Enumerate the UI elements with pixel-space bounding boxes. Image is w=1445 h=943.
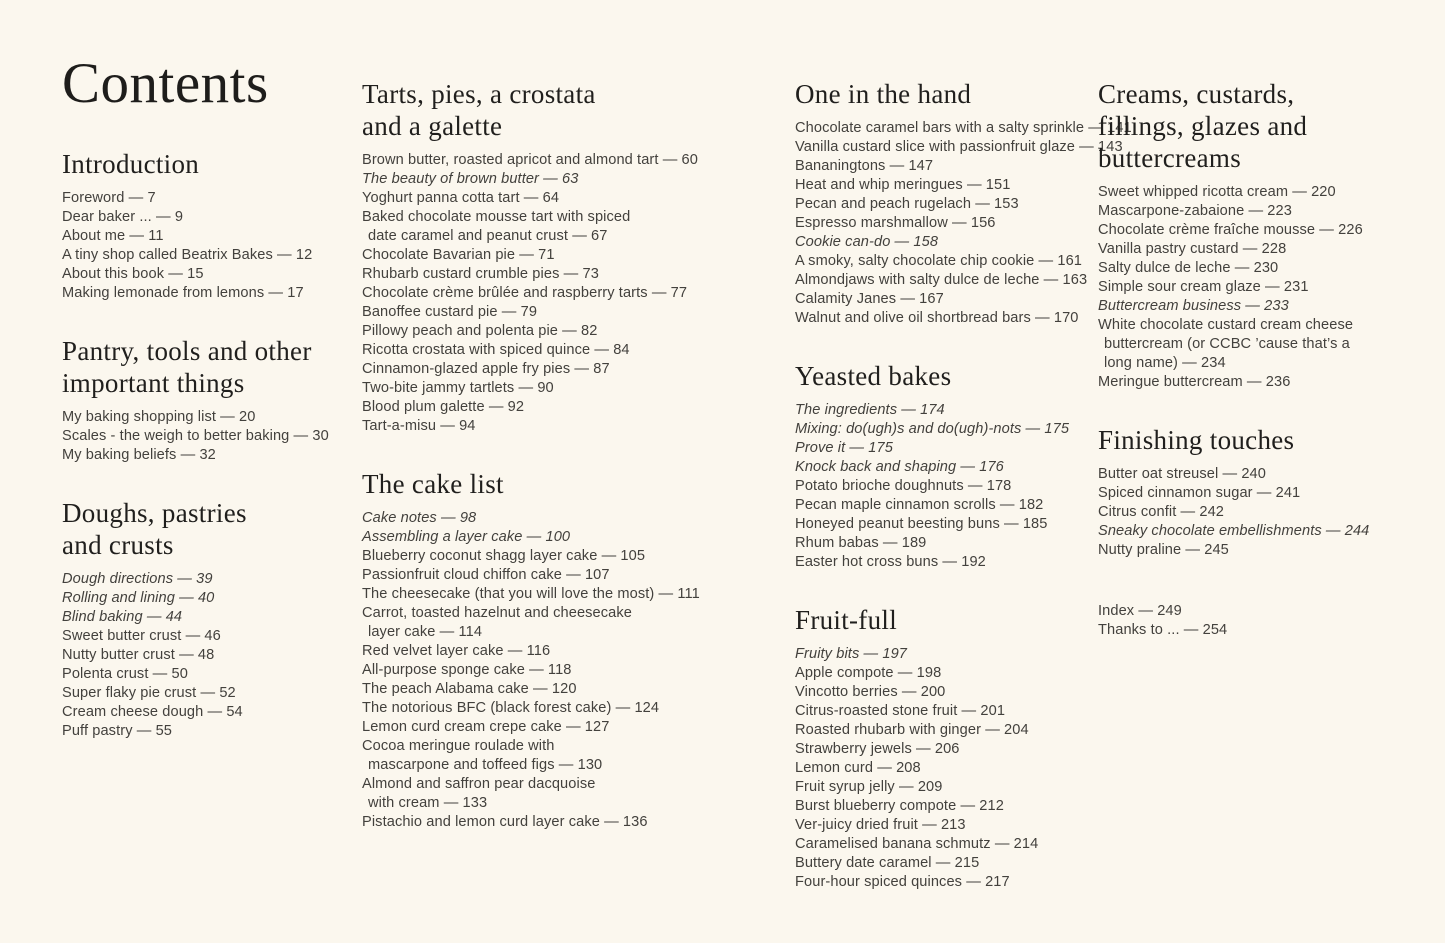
- toc-item-continuation-line: buttercream (or CCBC ’cause that’s a: [1104, 336, 1350, 352]
- toc-item-line: About this book — 15: [62, 266, 204, 282]
- toc-item-line: A tiny shop called Beatrix Bakes — 12: [62, 247, 313, 263]
- toc-item-list: [795, 119, 1132, 328]
- toc-item-line: Nutty butter crust — 48: [62, 647, 215, 663]
- toc-item-line: Apple compote — 198: [795, 665, 942, 681]
- toc-item-line: Sweet whipped ricotta cream — 220: [1098, 184, 1336, 200]
- toc-item: [362, 585, 700, 604]
- toc-item-list: [362, 151, 698, 436]
- toc-item-line: Thanks to ... — 254: [1098, 622, 1228, 638]
- section-heading: Introduction: [62, 149, 200, 179]
- toc-column-3: [795, 78, 1132, 892]
- toc-item-line: Red velvet layer cake — 116: [362, 643, 551, 659]
- toc-item-line: Vanilla pastry custard — 228: [1098, 241, 1287, 257]
- toc-item: [1098, 522, 1438, 541]
- toc-item: [62, 627, 358, 646]
- toc-item: [62, 608, 358, 627]
- toc-item: [362, 341, 684, 360]
- toc-item: [795, 309, 1100, 328]
- toc-item-line: White chocolate custard cream cheese: [1098, 317, 1354, 333]
- toc-item: [362, 208, 684, 246]
- toc-item: [1098, 465, 1438, 484]
- toc-item: [62, 684, 358, 703]
- toc-item-line: A smoky, salty chocolate chip cookie — 161: [795, 253, 1083, 269]
- toc-item-line: Ricotta crostata with spiced quince — 84: [362, 342, 630, 358]
- toc-item: [62, 446, 358, 465]
- toc-item-line: Cinnamon-glazed apple fry pies — 87: [362, 361, 610, 377]
- toc-section: [795, 78, 1132, 328]
- toc-item-line: Mixing: do(ugh)s and do(ugh)-nots — 175: [795, 421, 1070, 437]
- toc-item: [362, 417, 684, 436]
- toc-item: [795, 873, 1100, 892]
- toc-section: [62, 497, 358, 741]
- toc-section: [362, 78, 698, 436]
- toc-item-line: My baking shopping list — 20: [62, 409, 256, 425]
- toc-item: [795, 420, 1100, 439]
- toc-section: [1098, 424, 1438, 560]
- toc-item: [362, 775, 684, 813]
- toc-item: [1098, 316, 1438, 373]
- toc-item: [362, 509, 684, 528]
- toc-item-line: Sneaky chocolate embellishments — 244: [1098, 523, 1370, 539]
- toc-item-line: Pillowy peach and polenta pie — 82: [362, 323, 598, 339]
- toc-column-2: [362, 78, 700, 832]
- toc-item-line: Rhubarb custard crumble pies — 73: [362, 266, 599, 282]
- toc-item: [62, 208, 358, 227]
- toc-section: [362, 468, 700, 832]
- toc-item-line: Espresso marshmallow — 156: [795, 215, 996, 231]
- toc-item-line: Almondjaws with salty dulce de leche — 163: [795, 272, 1088, 288]
- toc-item: [362, 379, 684, 398]
- toc-section: [1098, 602, 1438, 640]
- toc-item-line: Rolling and lining — 40: [62, 590, 215, 606]
- toc-item-line: The beauty of brown butter — 63: [362, 171, 579, 187]
- toc-item-line: Lemon curd — 208: [795, 760, 921, 776]
- toc-item-line: All-purpose sponge cake — 118: [362, 662, 572, 678]
- toc-item-line: Lemon curd cream crepe cake — 127: [362, 719, 610, 735]
- toc-item-line: Nutty praline — 245: [1098, 542, 1229, 558]
- section-heading: One in the hand: [795, 79, 972, 109]
- toc-item: [795, 515, 1100, 534]
- toc-item-line: Carrot, toasted hazelnut and cheesecake: [362, 605, 633, 621]
- toc-item: [1098, 259, 1438, 278]
- toc-item: [62, 703, 358, 722]
- toc-item: [1098, 183, 1438, 202]
- section-heading: Finishing touches: [1098, 425, 1295, 455]
- toc-item: [795, 477, 1100, 496]
- toc-item-line: Baked chocolate mousse tart with spiced: [362, 209, 631, 225]
- section-heading: Tarts, pies, a crostata and a galette: [362, 79, 596, 141]
- toc-item-line: Cream cheese dough — 54: [62, 704, 243, 720]
- toc-item: [362, 680, 684, 699]
- toc-item: [362, 566, 684, 585]
- toc-item: [362, 322, 684, 341]
- toc-item-continuation-line: mascarpone and toffeed figs — 130: [368, 757, 603, 773]
- toc-item: [795, 778, 1100, 797]
- toc-item: [362, 284, 688, 303]
- toc-item: [62, 722, 358, 741]
- toc-item: [62, 227, 358, 246]
- toc-item-line: Blueberry coconut shagg layer cake — 105: [362, 548, 646, 564]
- toc-item: [362, 813, 684, 832]
- toc-item-line: Pistachio and lemon curd layer cake — 136: [362, 814, 648, 830]
- toc-item-line: Passionfruit cloud chiffon cake — 107: [362, 567, 610, 583]
- toc-item: [795, 119, 1132, 138]
- toc-item: [362, 398, 684, 417]
- toc-item-line: The cheesecake (that you will love the most) — 111: [362, 586, 700, 602]
- toc-item: [1098, 297, 1438, 316]
- toc-item: [362, 642, 684, 661]
- toc-item-list: [62, 189, 358, 303]
- toc-item: [62, 284, 358, 303]
- toc-item: [1098, 541, 1438, 560]
- toc-item: [795, 233, 1100, 252]
- toc-item: [795, 496, 1100, 515]
- toc-item-list: [62, 570, 358, 741]
- toc-item-list: [1098, 465, 1438, 560]
- toc-item-line: Calamity Janes — 167: [795, 291, 944, 307]
- toc-item-list: [1098, 602, 1438, 640]
- toc-item: [795, 553, 1100, 572]
- toc-item: [62, 427, 358, 446]
- toc-item: [362, 303, 684, 322]
- toc-item-list: [62, 408, 358, 465]
- toc-item: [795, 214, 1100, 233]
- toc-item-line: Walnut and olive oil shortbread bars — 170: [795, 310, 1079, 326]
- toc-item: [362, 360, 684, 379]
- toc-item-line: Assembling a layer cake — 100: [362, 529, 571, 545]
- toc-item: [362, 265, 684, 284]
- toc-item-line: The ingredients — 174: [795, 402, 945, 418]
- toc-item: [362, 170, 684, 189]
- toc-item-line: Scales - the weigh to better baking — 30: [62, 428, 329, 444]
- toc-item-line: My baking beliefs — 32: [62, 447, 216, 463]
- toc-item-continuation-line: layer cake — 114: [368, 624, 483, 640]
- toc-item: [62, 189, 358, 208]
- toc-item: [362, 547, 684, 566]
- toc-item-line: Mascarpone-zabaione — 223: [1098, 203, 1292, 219]
- toc-item-line: Banoffee custard pie — 79: [362, 304, 538, 320]
- toc-item: [362, 737, 684, 775]
- toc-item-line: Tart-a-misu — 94: [362, 418, 476, 434]
- toc-item: [1098, 602, 1438, 621]
- toc-item-line: Fruity bits — 197: [795, 646, 908, 662]
- toc-item-line: Salty dulce de leche — 230: [1098, 260, 1279, 276]
- toc-item-line: Caramelised banana schmutz — 214: [795, 836, 1039, 852]
- toc-item: [795, 816, 1100, 835]
- toc-item-line: Knock back and shaping — 176: [795, 459, 1004, 475]
- toc-item: [362, 661, 684, 680]
- toc-item: [362, 528, 684, 547]
- toc-item: [62, 589, 358, 608]
- toc-item-line: Chocolate crème fraîche mousse — 226: [1098, 222, 1363, 238]
- toc-item-line: Cake notes — 98: [362, 510, 477, 526]
- toc-item-line: Buttercream business — 233: [1098, 298, 1289, 314]
- toc-item: [1098, 202, 1438, 221]
- toc-item-continuation-line: date caramel and peanut crust — 67: [368, 228, 608, 244]
- toc-item-line: Puff pastry — 55: [62, 723, 173, 739]
- toc-item-line: Polenta crust — 50: [62, 666, 188, 682]
- toc-section: [795, 360, 1100, 572]
- toc-item: [795, 702, 1100, 721]
- section-heading: Creams, custards, fillings, glazes and buttercreams: [1098, 79, 1308, 173]
- toc-item-line: Rhum babas — 189: [795, 535, 927, 551]
- toc-item: [795, 458, 1100, 477]
- toc-item-line: Honeyed peanut beesting buns — 185: [795, 516, 1048, 532]
- toc-item-line: Foreword — 7: [62, 190, 156, 206]
- toc-item-line: Buttery date caramel — 215: [795, 855, 980, 871]
- toc-item: [1098, 621, 1438, 640]
- toc-section: [62, 148, 358, 303]
- toc-item-line: Brown butter, roasted apricot and almond tart — 60: [362, 152, 698, 168]
- toc-item-line: Chocolate Bavarian pie — 71: [362, 247, 555, 263]
- toc-item: [795, 534, 1100, 553]
- toc-item-line: Pecan maple cinnamon scrolls — 182: [795, 497, 1044, 513]
- toc-item: [795, 683, 1100, 702]
- toc-item-continuation-line: long name) — 234: [1104, 355, 1226, 371]
- toc-column-1: [62, 52, 358, 741]
- toc-item-line: The peach Alabama cake — 120: [362, 681, 577, 697]
- toc-item-line: The notorious BFC (black forest cake) — 124: [362, 700, 660, 716]
- toc-item-line: About me — 11: [62, 228, 164, 244]
- toc-item: [362, 151, 698, 170]
- section-heading: Pantry, tools and other important things: [62, 336, 312, 398]
- toc-item-line: Citrus-roasted stone fruit — 201: [795, 703, 1006, 719]
- toc-item-line: Simple sour cream glaze — 231: [1098, 279, 1309, 295]
- toc-item-line: Fruit syrup jelly — 209: [795, 779, 943, 795]
- toc-item-line: Dough directions — 39: [62, 571, 213, 587]
- toc-item: [62, 265, 358, 284]
- toc-column-4: [1098, 78, 1438, 640]
- page-title: Contents: [62, 52, 269, 115]
- toc-item-line: Prove it — 175: [795, 440, 893, 456]
- toc-item: [795, 271, 1100, 290]
- toc-item-line: Two-bite jammy tartlets — 90: [362, 380, 554, 396]
- toc-item: [1098, 484, 1438, 503]
- toc-item-line: Vanilla custard slice with passionfruit glaze — 143: [795, 139, 1123, 155]
- toc-item-line: Dear baker ... — 9: [62, 209, 184, 225]
- toc-item-line: Easter hot cross buns — 192: [795, 554, 986, 570]
- toc-section: [795, 604, 1100, 892]
- toc-item-continuation-line: with cream — 133: [368, 795, 488, 811]
- toc-item: [795, 740, 1100, 759]
- toc-item: [795, 835, 1100, 854]
- toc-item: [795, 290, 1100, 309]
- toc-item-list: [795, 645, 1100, 892]
- toc-item: [62, 570, 358, 589]
- toc-item-line: Burst blueberry compote — 212: [795, 798, 1004, 814]
- toc-item: [1098, 278, 1438, 297]
- toc-item-line: Pecan and peach rugelach — 153: [795, 196, 1019, 212]
- toc-item-line: Cookie can-do — 158: [795, 234, 939, 250]
- toc-item-line: Butter oat streusel — 240: [1098, 466, 1266, 482]
- section-heading: Fruit-full: [795, 605, 897, 635]
- toc-item-line: Citrus confit — 242: [1098, 504, 1224, 520]
- toc-item-line: Cocoa meringue roulade with: [362, 738, 555, 754]
- toc-item: [1098, 240, 1438, 259]
- toc-section: [62, 335, 358, 465]
- toc-item: [1098, 221, 1438, 240]
- toc-item: [62, 665, 358, 684]
- toc-item-line: Potato brioche doughnuts — 178: [795, 478, 1012, 494]
- toc-item: [1098, 503, 1438, 522]
- toc-item-line: Blood plum galette — 92: [362, 399, 525, 415]
- toc-item: [795, 721, 1100, 740]
- toc-item: [795, 252, 1100, 271]
- toc-item: [362, 246, 684, 265]
- toc-item: [362, 718, 684, 737]
- toc-item: [795, 664, 1100, 683]
- toc-item-line: Index — 249: [1098, 603, 1182, 619]
- toc-item: [62, 246, 358, 265]
- toc-item-line: Chocolate caramel bars with a salty sprinkle — 141: [795, 120, 1132, 136]
- toc-item: [795, 645, 1100, 664]
- toc-item-list: [362, 509, 700, 832]
- toc-item: [362, 189, 684, 208]
- toc-item-list: [795, 401, 1100, 572]
- toc-item: [1098, 373, 1438, 392]
- section-heading: Doughs, pastries and crusts: [62, 498, 247, 560]
- section-heading: The cake list: [362, 469, 504, 499]
- toc-item: [795, 797, 1100, 816]
- toc-item-line: Heat and whip meringues — 151: [795, 177, 1011, 193]
- toc-item: [362, 604, 684, 642]
- toc-item-line: Blind baking — 44: [62, 609, 183, 625]
- toc-item-line: Making lemonade from lemons — 17: [62, 285, 304, 301]
- toc-item: [795, 854, 1100, 873]
- toc-item-line: Sweet butter crust — 46: [62, 628, 221, 644]
- toc-item-line: Bananingtons — 147: [795, 158, 934, 174]
- toc-item: [795, 401, 1100, 420]
- toc-item-line: Almond and saffron pear dacquoise: [362, 776, 596, 792]
- toc-item: [795, 439, 1100, 458]
- toc-item-line: Strawberry jewels — 206: [795, 741, 960, 757]
- toc-item-line: Spiced cinnamon sugar — 241: [1098, 485, 1301, 501]
- toc-item: [362, 699, 684, 718]
- toc-item-list: [1098, 183, 1438, 392]
- toc-item: [795, 138, 1123, 157]
- section-heading: Yeasted bakes: [795, 361, 952, 391]
- toc-item: [795, 759, 1100, 778]
- toc-item: [795, 176, 1100, 195]
- toc-section: [1098, 78, 1438, 392]
- toc-item-line: Vincotto berries — 200: [795, 684, 946, 700]
- toc-item-line: Ver-juicy dried fruit — 213: [795, 817, 966, 833]
- toc-item-line: Meringue buttercream — 236: [1098, 374, 1291, 390]
- toc-item: [795, 157, 1100, 176]
- toc-item-line: Roasted rhubarb with ginger — 204: [795, 722, 1029, 738]
- toc-item: [795, 195, 1100, 214]
- toc-item-line: Chocolate crème brûlée and raspberry tarts — 77: [362, 285, 688, 301]
- toc-item-line: Four-hour spiced quinces — 217: [795, 874, 1010, 890]
- toc-item-line: Super flaky pie crust — 52: [62, 685, 236, 701]
- toc-item: [62, 408, 358, 427]
- toc-item-line: Yoghurt panna cotta tart — 64: [362, 190, 560, 206]
- toc-item: [62, 646, 358, 665]
